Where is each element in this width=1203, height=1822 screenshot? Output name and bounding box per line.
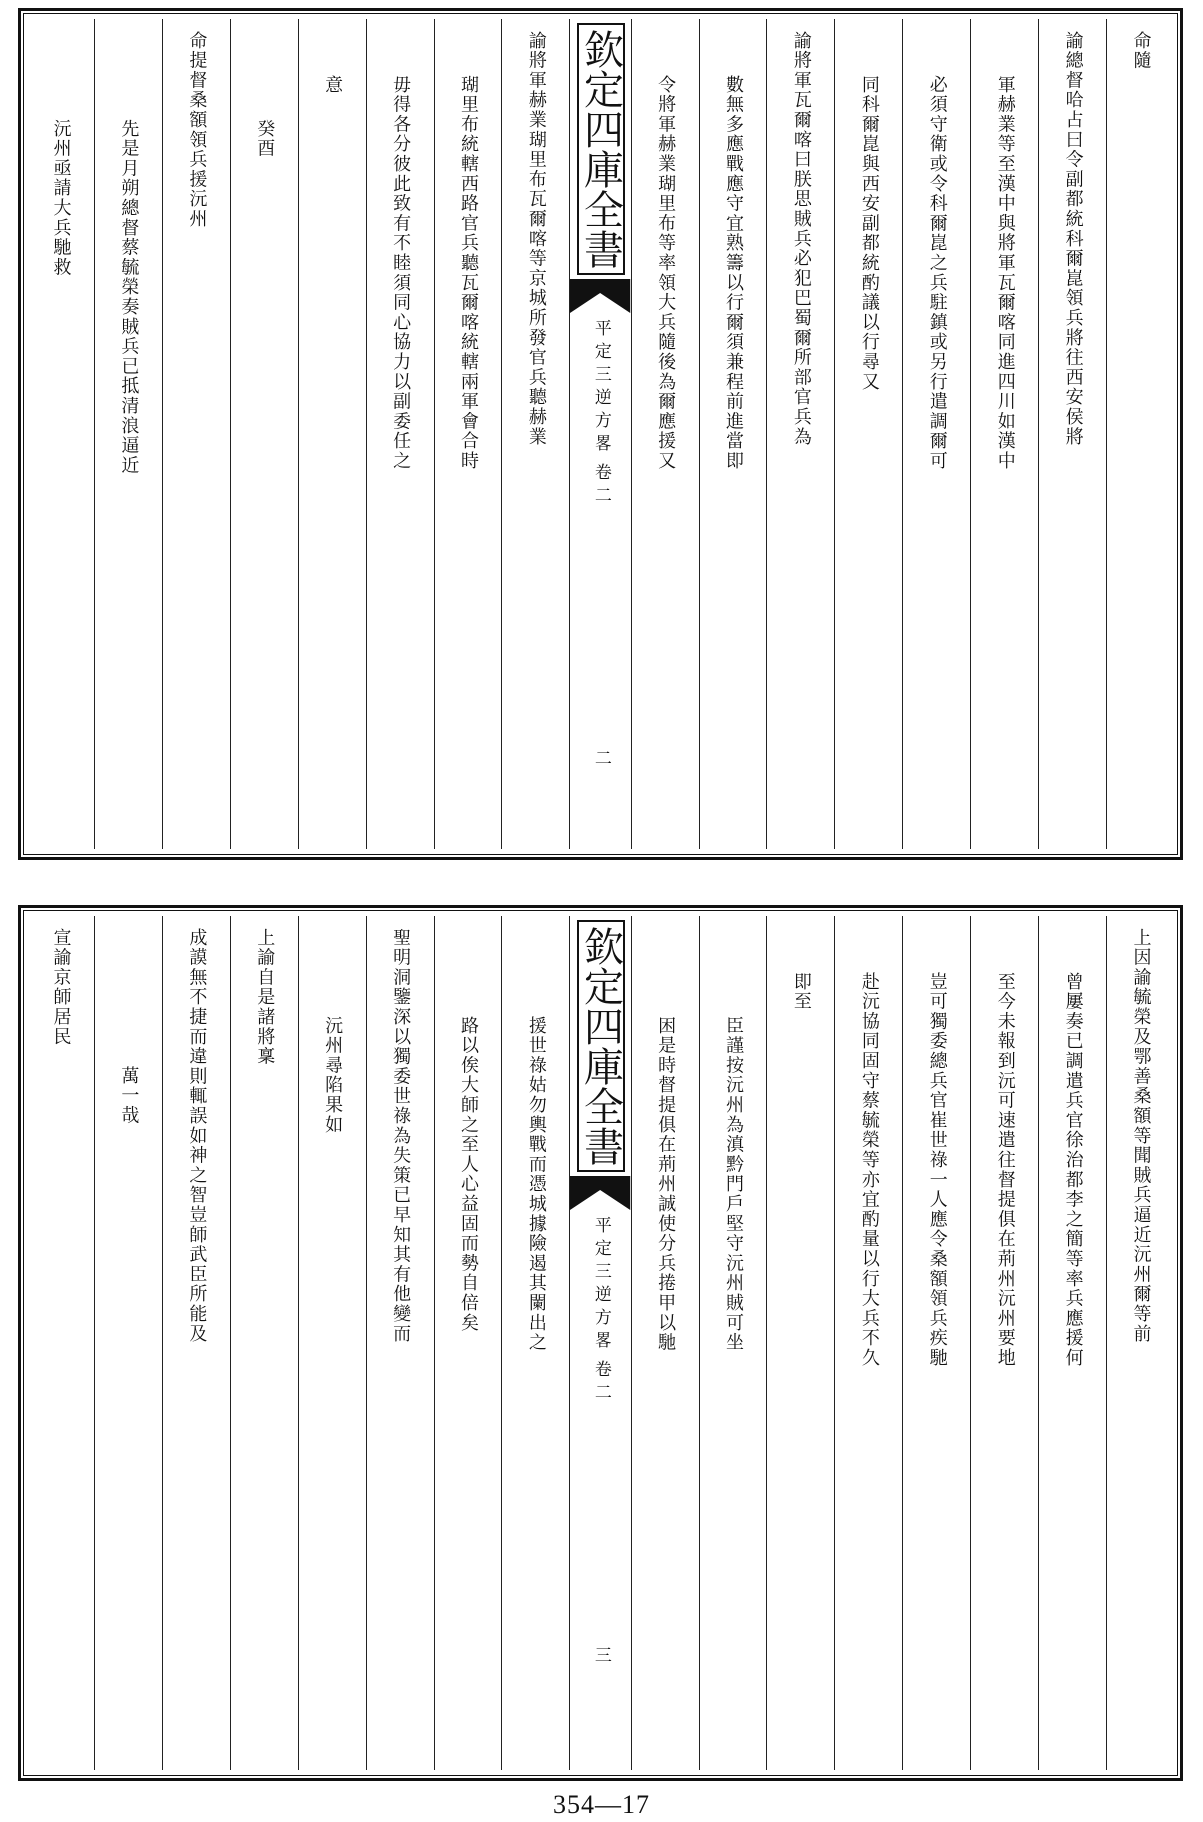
column-text: 意 (322, 75, 344, 95)
text-column (94, 916, 162, 1770)
bottom-page-panel (18, 905, 1183, 1781)
footer-page-number: 354—17 (553, 1790, 650, 1819)
column-text: 諭將軍赫業瑚里布瓦爾喀等京城所發官兵聽赫業 (525, 31, 547, 447)
bottom-page-columns (27, 916, 1174, 1770)
text-column (230, 19, 298, 849)
text-column (970, 916, 1038, 1770)
column-text: 成謨無不捷而違則輒誤如神之智豈師武臣所能及 (186, 928, 208, 1344)
text-column (501, 916, 569, 1770)
text-column (699, 916, 767, 1770)
text-column (766, 916, 834, 1770)
column-text: 命提督桑額領兵援沅州 (186, 31, 208, 229)
column-text: 豈可獨委總兵官崔世祿一人應令桑額領兵疾馳 (926, 972, 948, 1368)
column-text: 數無多應戰應守宜熟籌以行爾須兼程前進當即 (723, 75, 744, 471)
column-text: 同科爾崑與西安副都統酌議以行尋又 (858, 75, 880, 392)
text-column (902, 19, 970, 849)
text-column (766, 19, 834, 849)
text-column (1106, 19, 1174, 849)
column-text: 赴沅協同固守蔡毓榮等亦宜酌量以行大兵不久 (858, 972, 880, 1368)
text-column (298, 916, 366, 1770)
fish-tail-mark (570, 1176, 630, 1210)
column-text: 必須守衛或令科爾崑之兵駐鎮或另行遣調爾可 (926, 75, 948, 471)
column-text: 上諭自是諸將稟 (254, 928, 276, 1067)
text-column (631, 19, 699, 849)
text-column (834, 916, 902, 1770)
column-text: 諭將軍瓦爾喀曰朕思賊兵必犯巴蜀爾所部官兵為 (790, 31, 812, 447)
column-text: 臣謹按沅州為滇黔門戶堅守沅州賊可坐 (723, 1016, 744, 1353)
column-text: 毋得各分彼此致有不睦須同心協力以副委任之 (390, 75, 412, 471)
column-text: 命隨 (1130, 31, 1152, 71)
text-column (1038, 19, 1106, 849)
top-page-panel (18, 8, 1183, 860)
column-text: 聖明洞鑒深以獨委世祿為失策已早知其有他變而 (390, 928, 412, 1344)
column-text: 宣諭京師居民 (50, 928, 72, 1047)
text-column (298, 19, 366, 849)
column-text: 軍赫業等至漢中與將軍瓦爾喀同進四川如漢中 (994, 75, 1016, 471)
column-text: 困是時督提俱在荊州誠使分兵捲甲以馳 (655, 1016, 677, 1353)
fish-tail-mark (570, 279, 630, 313)
column-text: 沅州尋陷果如 (322, 1016, 344, 1135)
column-text: 萬一哉 (118, 1066, 140, 1126)
center-volume: 卷二 (590, 463, 611, 509)
text-column (902, 916, 970, 1770)
center-title: 欽定四庫全書 (577, 23, 625, 275)
column-text: 令將軍赫業瑚里布等率領大兵隨後為爾應援又 (655, 75, 677, 471)
center-title: 欽定四庫全書 (577, 920, 625, 1172)
column-text: 瑚里布統轄西路官兵聽瓦爾喀統轄兩軍會合時 (458, 75, 479, 471)
text-column (434, 916, 502, 1770)
column-text: 上因諭毓榮及鄂善桑額等聞賊兵逼近沅州爾等前 (1130, 928, 1152, 1344)
text-column (501, 19, 569, 849)
center-page-number: 二 (590, 749, 611, 772)
text-column (366, 19, 434, 849)
column-text: 援世祿姑勿輿戰而憑城據險遏其闌出之 (525, 1016, 547, 1353)
text-column (631, 916, 699, 1770)
text-column (94, 19, 162, 849)
text-column (699, 19, 767, 849)
column-text: 至今未報到沅可速遣往督提俱在荊州沅州要地 (994, 972, 1016, 1368)
text-column (230, 916, 298, 1770)
column-text: 癸酉 (254, 119, 276, 159)
text-column (366, 916, 434, 1770)
text-column (162, 19, 230, 849)
column-text: 路以俟大師之至人心益固而勢自倍矣 (458, 1016, 479, 1333)
text-column (162, 916, 230, 1770)
center-fold (569, 19, 630, 849)
center-volume: 卷二 (590, 1360, 611, 1406)
text-column (27, 916, 94, 1770)
top-page-columns (27, 19, 1174, 849)
center-fold (569, 916, 630, 1770)
column-text: 即至 (790, 972, 812, 1012)
column-text: 諭總督哈占曰令副都統科爾崑領兵將往西安侯將 (1062, 31, 1084, 447)
text-column (27, 19, 94, 849)
column-text: 先是月朔總督蔡毓榮奏賊兵已抵清浪逼近 (118, 119, 140, 476)
text-column (970, 19, 1038, 849)
column-text: 沅州亟請大兵馳救 (50, 119, 72, 278)
text-column (434, 19, 502, 849)
text-column (1106, 916, 1174, 1770)
text-column (1038, 916, 1106, 1770)
center-page-number: 三 (590, 1646, 611, 1669)
center-subtitle: 平定三逆方畧 (590, 319, 611, 457)
text-column (834, 19, 902, 849)
column-text: 曾屢奏已調遣兵官徐治都李之簡等率兵應援何 (1062, 972, 1084, 1368)
center-subtitle: 平定三逆方畧 (590, 1216, 611, 1354)
